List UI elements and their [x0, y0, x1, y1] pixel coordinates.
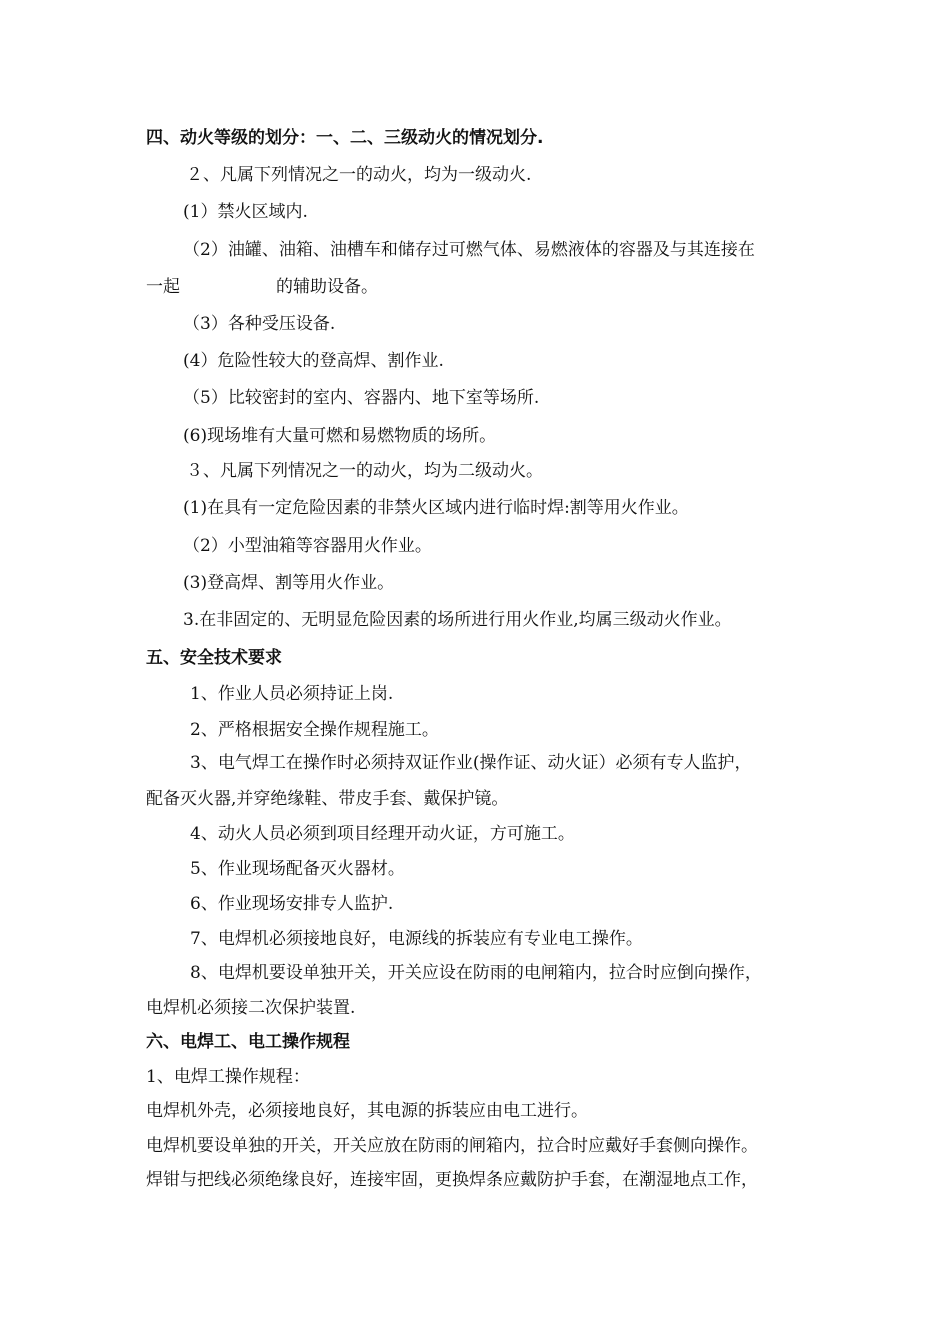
safety-item: 7、电焊机必须接地良好，电源线的拆装应有专业电工操作。 — [190, 929, 643, 949]
level-1-item: (1）禁火区域内. — [183, 202, 308, 222]
section-6-heading: 六、电焊工、电工操作规程 — [146, 1032, 350, 1052]
level-2-item: (1)在具有一定危险因素的非禁火区域内进行临时焊:割等用火作业。 — [183, 498, 689, 518]
level-3-description: 3.在非固定的、无明显危险因素的场所进行用火作业,均属三级动火作业。 — [183, 610, 732, 630]
level-1-item: (4）危险性较大的登高焊、割作业. — [183, 351, 444, 371]
safety-item: 4、动火人员必须到项目经理开动火证，方可施工。 — [190, 824, 575, 844]
level-1-item: (6)现场堆有大量可燃和易燃物质的场所。 — [183, 426, 497, 446]
continuation-start: 一起 — [146, 277, 180, 297]
section-5-heading: 五、安全技术要求 — [146, 648, 282, 668]
level-2-item: (3)登高焊、割等用火作业。 — [183, 573, 395, 593]
level-1-item: （2）油罐、油箱、油槽车和储存过可燃气体、易燃液体的容器及与其连接在 — [183, 240, 755, 260]
safety-item: 1、作业人员必须持证上岗. — [190, 684, 394, 704]
level-1-item: （3）各种受压设备. — [183, 314, 336, 334]
level-1-item: （5）比较密封的室内、容器内、地下室等场所. — [183, 388, 540, 408]
safety-item-continuation: 配备灭火器,并穿绝缘鞋、带皮手套、戴保护镜。 — [146, 789, 509, 809]
section-4-heading: 四、动火等级的划分：一、二、三级动火的情况划分. — [146, 128, 544, 148]
welding-rule: 电焊机要设单独的开关，开关应放在防雨的闸箱内，拉合时应戴好手套侧向操作。 — [146, 1136, 758, 1156]
level-2-item: （2）小型油箱等容器用火作业。 — [183, 536, 432, 556]
safety-item: 6、作业现场安排专人监护. — [190, 894, 394, 914]
level-1-item-continuation — [146, 275, 836, 299]
safety-item: 5、作业现场配备灭火器材。 — [190, 859, 405, 879]
welding-rule: 电焊机外壳，必须接地良好，其电源的拆装应由电工进行。 — [146, 1101, 588, 1121]
level-2-intro: ３、凡属下列情况之一的动火，均为二级动火。 — [186, 461, 543, 481]
safety-item: 3、电气焊工在操作时必须持双证作业(操作证、动火证）必须有专人监护， — [190, 753, 752, 773]
safety-item-continuation: 电焊机必须接二次保护装置. — [146, 998, 356, 1018]
welding-rule: 焊钳与把线必须绝缘良好，连接牢固，更换焊条应戴防护手套，在潮湿地点工作， — [146, 1170, 758, 1190]
safety-item: 8、电焊机要设单独开关，开关应设在防雨的电闸箱内，拉合时应倒向操作， — [190, 963, 762, 983]
safety-item: 2、严格根据安全操作规程施工。 — [190, 720, 439, 740]
section-6-subheading: 1、电焊工操作规程： — [146, 1067, 310, 1087]
level-1-intro: ２、凡属下列情况之一的动火，均为一级动火. — [186, 165, 532, 185]
continuation-end: 的辅助设备。 — [276, 277, 378, 297]
